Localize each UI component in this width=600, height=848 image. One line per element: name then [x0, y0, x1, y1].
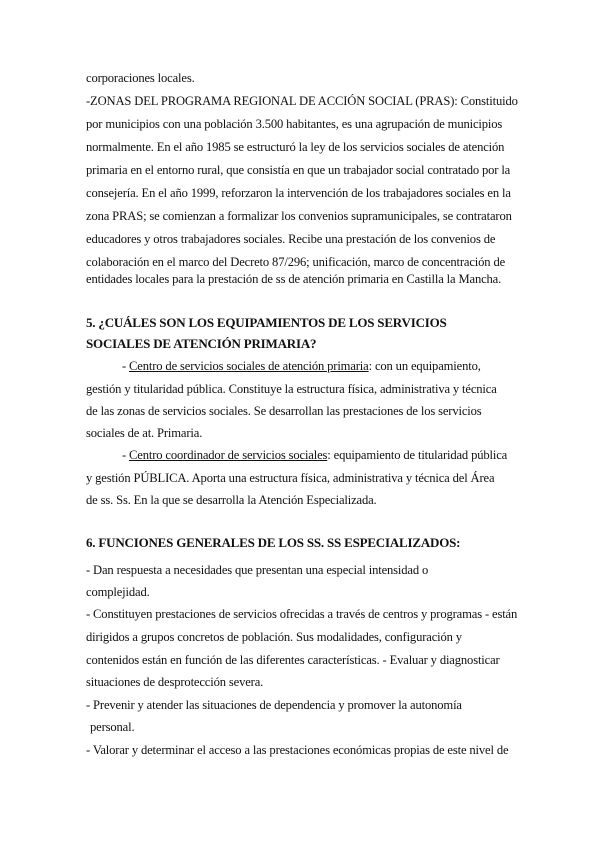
body-line: - Dan respuesta a necesidades que presentan una especial intensidad o [86, 563, 429, 577]
body-line: complejidad. [86, 585, 150, 599]
term-rest: : equipamiento de titularidad pública [327, 448, 508, 462]
body-line: consejería. En el año 1999, reforzaron la intervención de los trabajadores sociales en la [86, 186, 511, 200]
body-line: primaria en el entorno rural, que consistía en que un trabajador social contratado por la [86, 163, 511, 177]
body-line: normalmente. En el año 1985 se estructuró la ley de los servicios sociales de atención [86, 140, 505, 154]
body-line: sociales de at. Primaria. [86, 426, 203, 440]
section-heading: SOCIALES DE ATENCIÓN PRIMARIA? [86, 336, 317, 351]
body-line: dirigidos a grupos concretos de población. Sus modalidades, configuración y [86, 630, 462, 644]
body-line: -ZONAS DEL PROGRAMA REGIONAL DE ACCIÓN SOCIAL (PRAS): Constituido [86, 94, 518, 108]
section-heading: 6. FUNCIONES GENERALES DE LOS SS. SS ESPECIALIZADOS: [86, 535, 461, 550]
body-line: por municipios con una población 3.500 habitantes, es una agrupación de municipios [86, 117, 503, 131]
body-line: de ss. Ss. En la que se desarrolla la Atención Especializada. [86, 493, 377, 507]
body-line: situaciones de desprotección severa. [86, 675, 264, 689]
list-dash: - [122, 359, 130, 373]
body-line: zona PRAS; se comienzan a formalizar los convenios supramunicipales, se contrataron [86, 209, 512, 223]
list-item-first-line [122, 358, 481, 374]
body-line: - Prevenir y atender las situaciones de dependencia y promover la autonomía [86, 698, 462, 712]
body-line: de las zonas de servicios sociales. Se desarrollan las prestaciones de los servicios [86, 404, 482, 418]
list-dash: - [122, 448, 130, 462]
section-heading: 5. ¿CUÁLES SON LOS EQUIPAMIENTOS DE LOS SERVICIOS [86, 315, 447, 330]
list-item-first-line [122, 447, 507, 463]
body-line: contenidos están en función de las diferentes características. - Evaluar y diagnosticar [86, 653, 500, 667]
term-underlined: Centro coordinador de servicios sociales [129, 448, 328, 462]
body-line: educadores y otros trabajadores sociales. Recibe una prestación de los convenios de [86, 232, 496, 246]
body-line: y gestión PÚBLICA. Aporta una estructura física, administrativa y técnica del Área [86, 471, 495, 485]
body-line: personal. [90, 720, 135, 734]
body-line: colaboración en el marco del Decreto 87/296; unificación, marco de concentración de [86, 255, 506, 269]
term-underlined: Centro de servicios sociales de atención primaria [129, 359, 369, 373]
term-rest: : con un equipamiento, [368, 359, 481, 373]
body-line: entidades locales para la prestación de ss de atención primaria en Castilla la Mancha. [86, 272, 502, 286]
body-line: - Valorar y determinar el acceso a las prestaciones económicas propias de este nivel de [86, 743, 509, 757]
body-line: corporaciones locales. [86, 71, 195, 85]
body-line: - Constituyen prestaciones de servicios ofrecidas a través de centros y programas - están [86, 607, 518, 621]
body-line: gestión y titularidad pública. Constituye la estructura física, administrativa y técnica [86, 382, 497, 396]
